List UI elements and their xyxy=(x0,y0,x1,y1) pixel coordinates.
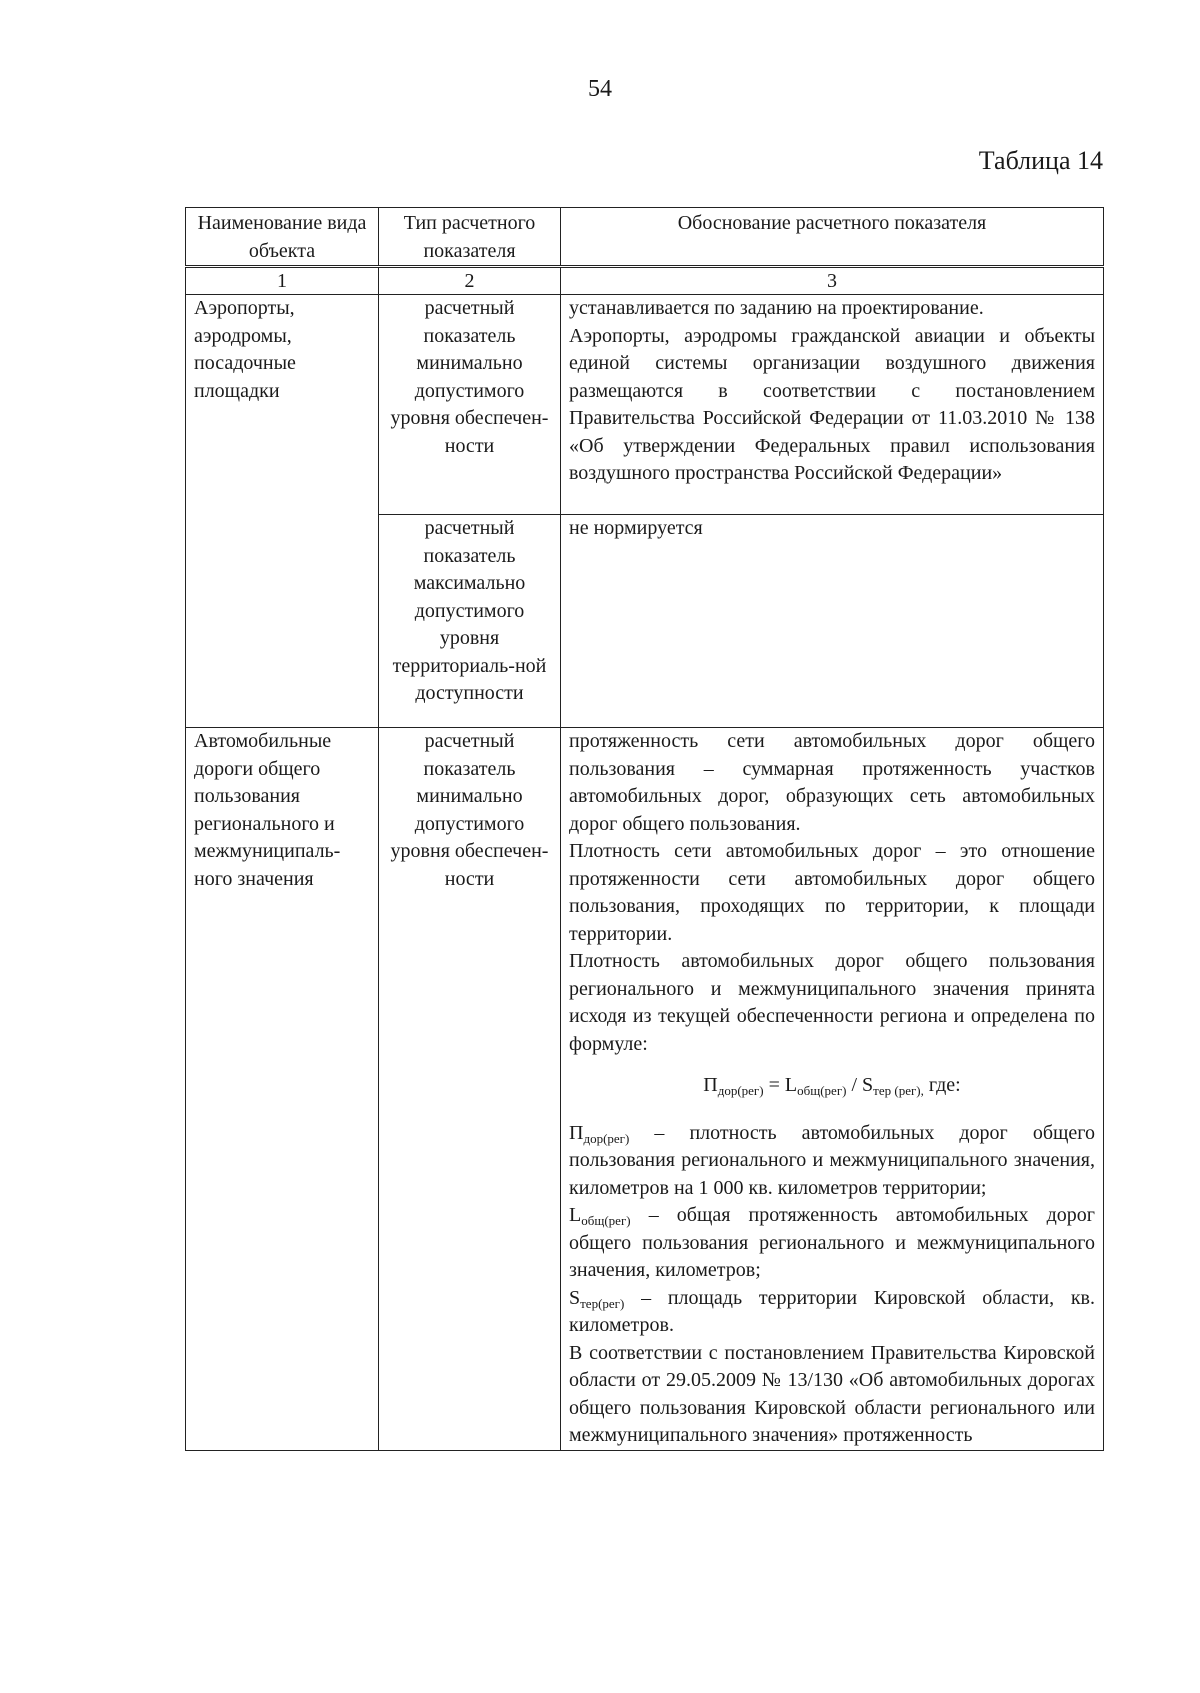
basis-paragraph: Аэропорты, аэродромы гражданской авиации и объекты единой системы организации воздушного движения размещаются в соответствии с постановлением Правительства Российской Федерации от 11.03.2010 № 138 «Об утверждении Федеральных правил использования воздушного пространства Российской Федерации» xyxy=(569,324,1095,484)
formula-subscript: тер (рег), xyxy=(873,1083,924,1098)
definition-subscript: тер(рег) xyxy=(580,1295,625,1311)
formula-symbol: П xyxy=(703,1074,718,1096)
indicator-basis-cell xyxy=(561,295,1104,515)
definition-subscript: общ(рег) xyxy=(581,1213,631,1228)
column-number-2: 2 xyxy=(379,267,561,295)
table-row-roads xyxy=(186,728,1104,1451)
indicator-basis-cell xyxy=(561,728,1104,1451)
formula-symbol: L xyxy=(784,1074,798,1096)
definition-paragraph xyxy=(569,1285,1095,1340)
indicator-type-cell: расчетный показатель максимально допустимого уровня территориаль-ной доступности xyxy=(379,515,561,728)
column-number-row xyxy=(186,267,1104,295)
definition-paragraph xyxy=(569,1120,1095,1203)
definition-text: – площадь территории Кировской области, кв. километров. xyxy=(569,1286,1095,1336)
header-object-name: Наименование вида объекта xyxy=(186,208,379,267)
basis-paragraph: Плотность сети автомобильных дорог – это отношение протяженности сети автомобильных дорог общего пользования, проходящих по территории, к площади территории. xyxy=(569,840,1095,945)
definition-text: – общая протяженность автомобильных дорог общего пользования регионального и межмуниципального значения, километров; xyxy=(569,1204,1095,1281)
formula-subscript: дор(рег) xyxy=(717,1083,764,1098)
definition-symbol: L xyxy=(569,1204,582,1226)
indicator-type-cell: расчетный показатель минимально допустимого уровня обеспечен-ности xyxy=(379,728,561,1451)
definition-symbol: S xyxy=(569,1286,581,1309)
header-indicator-type: Тип расчетного показателя xyxy=(379,208,561,267)
formula-subscript: общ(рег) xyxy=(797,1083,847,1098)
table-caption: Таблица 14 xyxy=(978,146,1103,175)
table-header-row xyxy=(186,208,1104,267)
indicator-basis-cell xyxy=(561,515,1104,728)
page-number: 54 xyxy=(588,76,612,102)
basis-paragraph: не нормируется xyxy=(569,517,703,539)
basis-paragraph: Плотность автомобильных дорог общего пользования регионального и межмуниципального значения принята исходя из текущей обеспеченности региона и определена по формуле: xyxy=(569,950,1095,1055)
definition-symbol: П xyxy=(569,1121,584,1144)
formula-tail: где: xyxy=(923,1074,961,1096)
table-row-airports-min xyxy=(186,295,1104,515)
indicator-type-cell: расчетный показатель минимально допустимого уровня обеспечен-ности xyxy=(379,295,561,515)
regulation-table xyxy=(185,207,1104,1451)
column-number-3: 3 xyxy=(561,267,1104,295)
formula-symbol: S xyxy=(862,1074,874,1096)
column-number-1: 1 xyxy=(186,267,379,295)
density-formula xyxy=(569,1072,1095,1100)
definition-text: – плотность автомобильных дорог общего пользования регионального и межмуниципального значения, километров на 1 000 кв. километров территории; xyxy=(569,1121,1095,1199)
formula-operator: = xyxy=(763,1074,785,1096)
definition-paragraph xyxy=(569,1202,1095,1285)
object-name-cell: Автомобильные дороги общего пользования регионального и межмуниципаль-ного значения xyxy=(186,728,379,1451)
basis-paragraph: В соответствии с постановлением Правительства Кировской области от 29.05.2009 № 13/130 «Об автомобильных дорогах общего пользования Кировской области регионального или межмуниципального значения» протяженность xyxy=(569,1341,1095,1446)
formula-operator: / xyxy=(846,1074,863,1096)
basis-paragraph: протяженность сети автомобильных дорог общего пользования – суммарная протяженность участков автомобильных дорог, образующих сеть автомобильных дорог общего пользования. xyxy=(569,730,1095,835)
object-name-cell: Аэропорты, аэродромы, посадочные площадки xyxy=(186,295,379,728)
basis-paragraph: устанавливается по заданию на проектирование. xyxy=(569,297,984,319)
header-indicator-basis: Обоснование расчетного показателя xyxy=(561,208,1104,267)
definition-subscript: дор(рег) xyxy=(583,1130,630,1146)
